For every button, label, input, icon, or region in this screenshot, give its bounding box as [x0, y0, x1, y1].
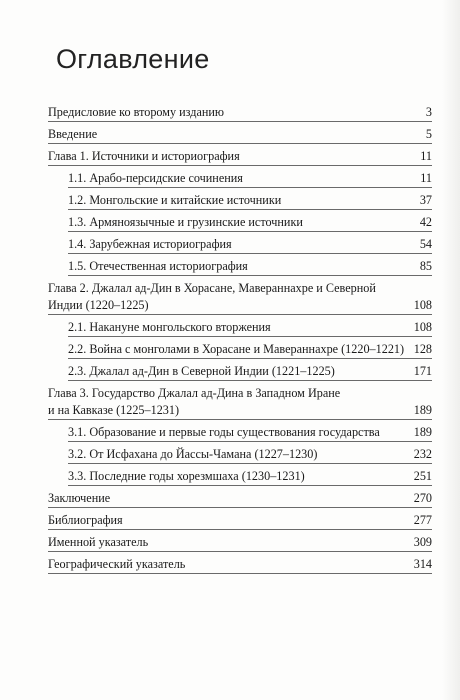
toc-entry-text: 1.4. Зарубежная историография — [68, 237, 232, 251]
toc-entry-page: 37 — [419, 193, 432, 207]
toc-entry-3-2 — [68, 446, 432, 464]
toc-entry-text: 1.3. Армяноязычные и грузинские источники — [68, 215, 303, 229]
toc-entry-page: 108 — [413, 320, 432, 334]
toc-entry-name-index — [48, 534, 432, 552]
toc-entry-page: 171 — [413, 364, 432, 378]
toc-entry-text: 2.1. Накануне монгольского вторжения — [68, 320, 271, 334]
toc-entry-text: Заключение — [48, 491, 111, 505]
toc-entry-page: 251 — [413, 469, 432, 483]
toc-entry-introduction — [48, 126, 432, 144]
toc-entry-text: 2.3. Джалал ад-Дин в Северной Индии (1221–1225) — [68, 364, 335, 378]
toc-entry-text: Глава 1. Источники и историография — [48, 149, 240, 163]
toc-entry-text: 3.2. От Исфахана до Йассы-Чамана (1227–1230) — [68, 447, 318, 461]
toc-entry-text: Глава 2. Джалал ад-Дин в Хорасане, Мавераннахре и Северной Индии (1220–1225) — [48, 281, 376, 312]
toc-entry-conclusion — [48, 490, 432, 508]
toc-entry-chapter-3 — [48, 385, 432, 420]
toc-entry-page: 189 — [413, 403, 432, 417]
toc-entry-text: Географический указатель — [48, 557, 186, 571]
toc-entry-page: 108 — [413, 298, 432, 312]
toc-entry-1-5 — [68, 258, 432, 276]
toc-entry-page: 232 — [413, 447, 432, 461]
table-of-contents — [48, 104, 432, 578]
toc-entry-3-1 — [68, 424, 432, 442]
toc-entry-page: 11 — [420, 171, 432, 185]
toc-entry-chapter-1 — [48, 148, 432, 166]
toc-entry-preface — [48, 104, 432, 122]
toc-entry-text: Глава 3. Государство Джалал ад-Дина в Западном Иране и на Кавказе (1225–1231) — [48, 386, 341, 417]
toc-entry-1-2 — [68, 192, 432, 210]
toc-entry-1-1 — [68, 170, 432, 188]
toc-entry-text: 1.1. Арабо-персидские сочинения — [68, 171, 243, 185]
toc-entry-page: 314 — [413, 557, 432, 571]
toc-entry-1-4 — [68, 236, 432, 254]
toc-entry-2-1 — [68, 319, 432, 337]
toc-entry-text: Введение — [48, 127, 98, 141]
toc-entry-page: 270 — [413, 491, 432, 505]
toc-entry-page: 85 — [419, 259, 432, 273]
toc-entry-page: 54 — [419, 237, 432, 251]
page-title: Оглавление — [56, 44, 210, 74]
toc-entry-text: 2.2. Война с монголами в Хорасане и Мавераннахре (1220–1221) — [68, 342, 405, 356]
toc-entry-1-3 — [68, 214, 432, 232]
toc-entry-page: 11 — [420, 149, 432, 163]
toc-entry-page: 189 — [413, 425, 432, 439]
toc-entry-text: Библиография — [48, 513, 123, 527]
toc-entry-page: 5 — [425, 127, 432, 141]
toc-entry-2-3 — [68, 363, 432, 381]
page-edge-shadow — [442, 0, 460, 700]
toc-entry-text: 3.3. Последние годы хорезмшаха (1230–1231) — [68, 469, 305, 483]
toc-entry-text: Именной указатель — [48, 535, 149, 549]
toc-entry-page: 42 — [419, 215, 432, 229]
toc-entry-text: 1.2. Монгольские и китайские источники — [68, 193, 282, 207]
toc-entry-page: 128 — [413, 342, 432, 356]
toc-entry-text: 3.1. Образование и первые годы существования государства — [68, 425, 380, 439]
toc-entry-2-2 — [68, 341, 432, 359]
toc-entry-3-3 — [68, 468, 432, 486]
toc-entry-page: 277 — [413, 513, 432, 527]
toc-entry-page: 3 — [425, 105, 432, 119]
toc-entry-page: 309 — [413, 535, 432, 549]
toc-entry-bibliography — [48, 512, 432, 530]
toc-entry-text: 1.5. Отечественная историография — [68, 259, 248, 273]
toc-entry-text: Предисловие ко второму изданию — [48, 105, 225, 119]
toc-entry-geo-index — [48, 556, 432, 574]
toc-entry-chapter-2 — [48, 280, 432, 315]
